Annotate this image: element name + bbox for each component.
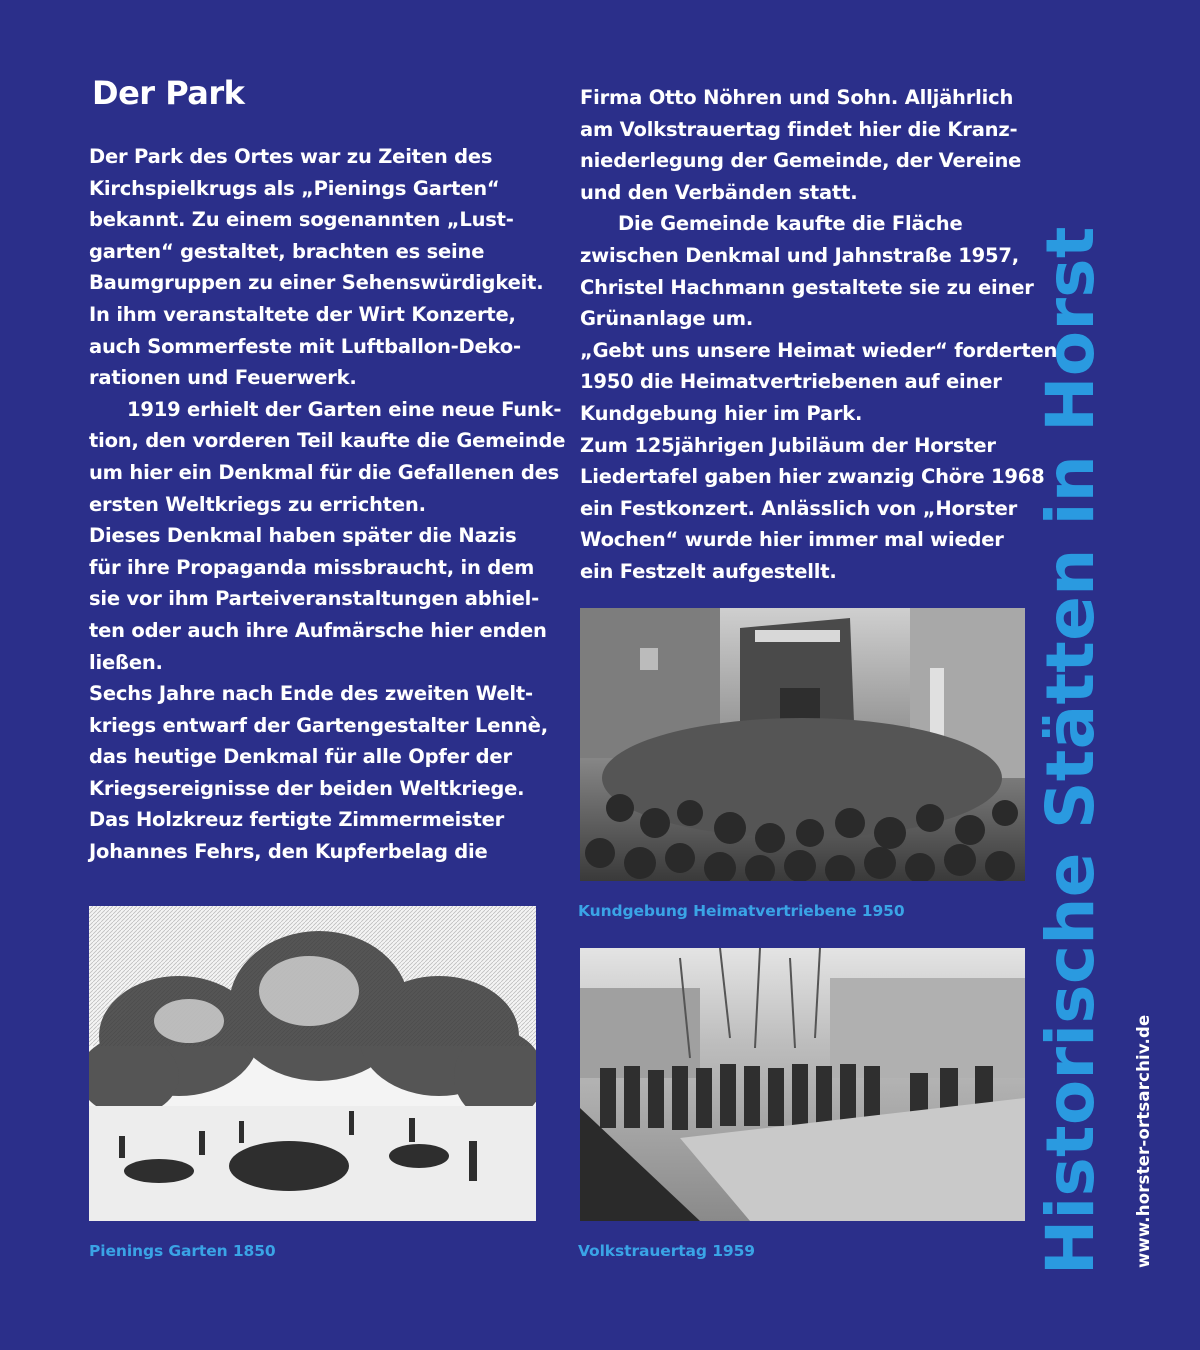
text-line: Dieses Denkmal haben später die Nazis [89, 524, 517, 548]
text-line: um hier ein Denkmal für die Gefallenen des [89, 460, 560, 484]
text-line: Wochen“ wurde hier immer mal wieder [580, 528, 1004, 552]
left-text-column [89, 141, 569, 868]
text-line: ein Festzelt aufgestellt. [580, 559, 837, 583]
text-line: das heutige Denkmal für alle Opfer der [89, 745, 512, 769]
text-line: „Gebt uns unsere Heimat wieder“ forderten [580, 338, 1058, 362]
text-line: tion, den vorderen Teil kaufte die Gemeinde [89, 429, 566, 453]
text-line: Christel Hachmann gestaltete sie zu einer [580, 275, 1034, 299]
text-line: zwischen Denkmal und Jahnstraße 1957, [580, 243, 1019, 267]
text-line: Liedertafel gaben hier zwanzig Chöre 1968 [580, 465, 1045, 489]
text-line: bekannt. Zu einem sogenannten „Lust- [89, 208, 514, 232]
text-line: ersten Weltkriegs zu errichten. [89, 492, 426, 516]
text-line: Die Gemeinde kaufte die Fläche [618, 212, 963, 236]
text-line: Grünanlage um. [580, 307, 754, 331]
text-line: Firma Otto Nöhren und Sohn. Alljährlich [580, 86, 1014, 109]
text-line: In ihm veranstaltete der Wirt Konzerte, [89, 302, 516, 326]
text-line: Kirchspielkrugs als „Pienings Garten“ [89, 176, 500, 200]
text-line: Johannes Fehrs, den Kupferbelag die [89, 840, 488, 864]
text-line: für ihre Propaganda missbraucht, in dem [89, 555, 535, 579]
text-line: Kriegsereignisse der beiden Weltkriege. [89, 776, 525, 800]
text-line: niederlegung der Gemeinde, der Vereine [580, 149, 1022, 173]
rally-photo [580, 608, 1025, 881]
garden-engraving-caption: Pienings Garten 1850 [89, 1242, 276, 1260]
text-line: Der Park des Ortes war zu Zeiten des [89, 145, 493, 168]
text-line: Das Holzkreuz fertigte Zimmermeister [89, 808, 505, 832]
text-line: 1950 die Heimatvertriebenen auf einer [580, 370, 1002, 394]
page-title: Der Park [92, 74, 245, 112]
memorial-photo [580, 948, 1025, 1221]
text-line: Sechs Jahre nach Ende des zweiten Welt- [89, 682, 533, 706]
text-line: am Volkstrauertag findet hier die Kranz- [580, 117, 1018, 141]
memorial-photo-caption: Volkstrauertag 1959 [578, 1242, 755, 1260]
side-title: Historische Stätten in Horst [1032, 226, 1109, 1275]
text-line: garten“ gestaltet, brachten es seine [89, 239, 485, 263]
text-line: und den Verbänden statt. [580, 180, 858, 204]
text-line: Baumgruppen zu einer Sehenswürdigkeit. [89, 271, 544, 295]
right-text-column [580, 82, 1058, 588]
website-link[interactable]: www.horster-ortsarchiv.de [1134, 1014, 1153, 1268]
website-wrapper [1134, 1015, 1153, 1268]
text-line: 1919 erhielt der Garten eine neue Funk- [127, 397, 562, 421]
rally-photo-caption: Kundgebung Heimatvertriebene 1950 [578, 902, 905, 920]
text-line: ein Festkonzert. Anlässlich von „Horster [580, 496, 1018, 520]
text-line: ten oder auch ihre Aufmärsche hier enden [89, 618, 547, 642]
garden-engraving [89, 906, 536, 1221]
text-line: kriegs entwarf der Gartengestalter Lennè, [89, 713, 548, 737]
text-line: rationen und Feuerwerk. [89, 366, 357, 390]
text-line: Zum 125jährigen Jubiläum der Horster [580, 433, 996, 457]
text-line: auch Sommerfeste mit Luftballon-Deko- [89, 334, 521, 358]
side-title-wrapper [1032, 226, 1109, 1275]
text-line: sie vor ihm Parteiveranstaltungen abhiel- [89, 587, 540, 611]
text-line: ließen. [89, 650, 163, 674]
text-line: Kundgebung hier im Park. [580, 401, 863, 425]
